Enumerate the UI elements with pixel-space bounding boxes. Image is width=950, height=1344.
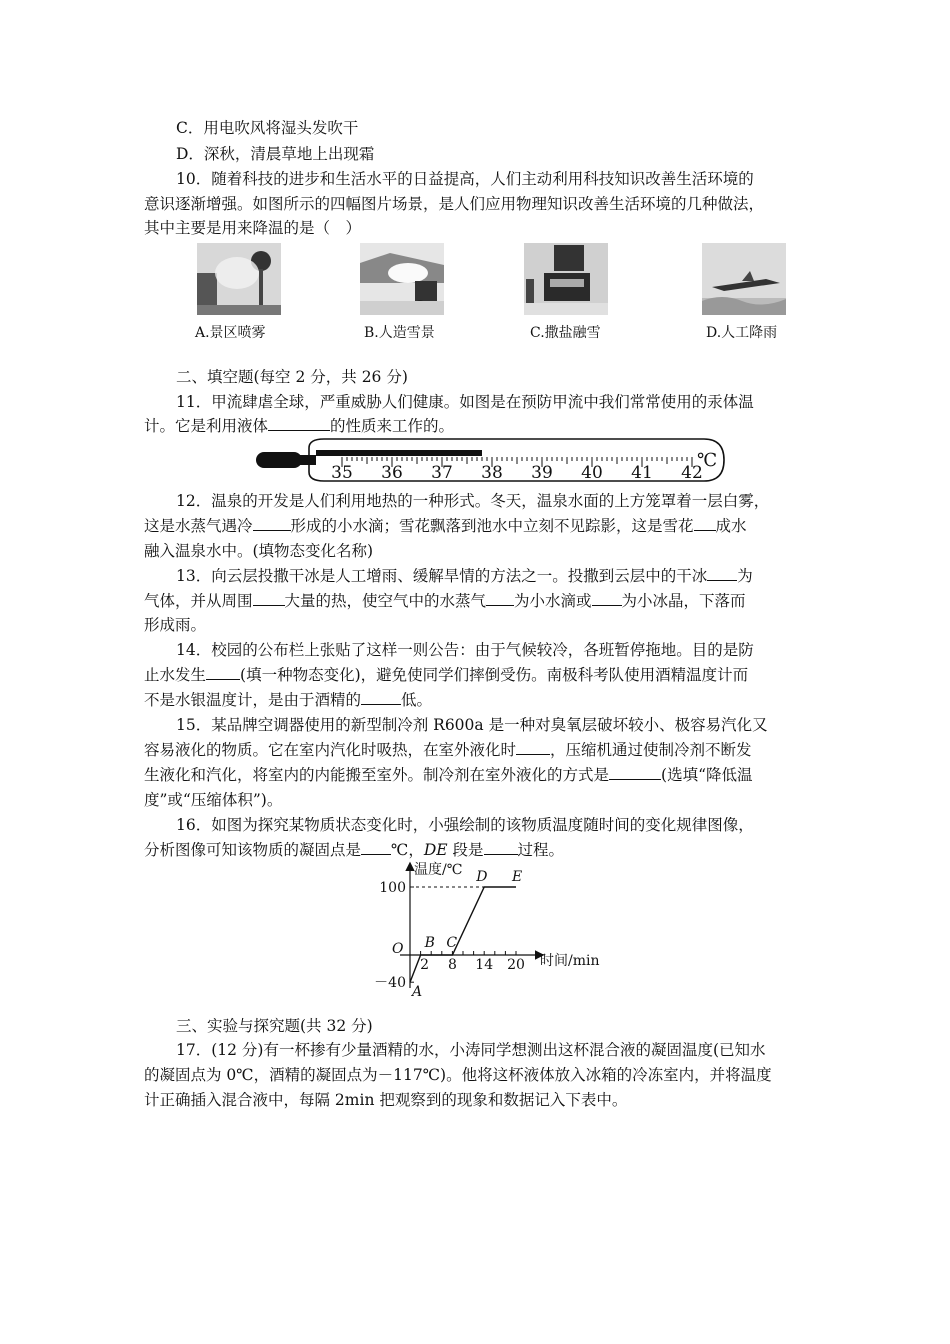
q17-line1: 17．(12 分)有一杯掺有少量酒精的水，小涛同学想测出这杯混合液的凝固温度(已知水 [176, 1041, 766, 1059]
caption-c: C.撒盐融雪 [530, 325, 601, 341]
q13-text3: 气体，并从周围 [144, 592, 253, 610]
answer-blank [484, 839, 518, 855]
answer-blank [592, 590, 622, 606]
q14-text3: 不是水银温度计，是由于酒精的 [144, 691, 362, 709]
point-label-b: B [424, 935, 435, 951]
point-label-c: C [446, 935, 458, 951]
q16-line1: 16．如图为探究某物质状态变化时，小强绘制的该物质温度随时间的变化规律图像， [176, 816, 754, 834]
caption-b: B.人造雪景 [364, 325, 435, 341]
x-tick-labels [420, 957, 525, 973]
photo-artificial-snow [360, 243, 444, 315]
temperature-time-graph [370, 858, 620, 1001]
q10-line1: 10．随着科技的进步和生活水平的日益提高，人们主动利用科技知识改善生活环境的 [176, 170, 754, 188]
q13-text4: 大量的热，使空气中的水蒸气 [284, 592, 487, 610]
point-labels [410, 869, 522, 1000]
y-tick-label: －40 [374, 975, 406, 992]
origin-label: O [392, 941, 404, 957]
q13-line2 [144, 590, 746, 612]
answer-blank [694, 515, 716, 531]
q15-text4: (选填“降低温 [661, 766, 753, 784]
q11-line2 [144, 415, 454, 437]
q14-text4: 低。 [401, 691, 433, 709]
q12-line3: 融入温泉水中。(填物态变化名称) [144, 542, 374, 560]
q13-text1: 13．向云层投撒干冰是人工增雨、缓解旱情的方法之一。投撒到云层中的干冰 [176, 567, 708, 585]
q11-text1: 计。它是利用液体 [144, 417, 269, 435]
salt-scene-picture [524, 243, 608, 315]
snow-scene-picture [360, 243, 444, 315]
answer-blank [516, 739, 550, 755]
q15-text1: 容易液化的物质。它在室内汽化时吸热，在室外液化时 [144, 741, 517, 759]
q12-text1: 这是水蒸气遇冷 [144, 517, 253, 535]
q13-text2: 为 [737, 567, 753, 585]
caption-a: A.景区喷雾 [195, 325, 266, 341]
q14-line3 [144, 689, 432, 711]
q16-text4: 过程。 [517, 841, 565, 859]
spray-scene-picture [197, 243, 281, 315]
q11-line1: 11．甲流肆虐全球，严重威胁人们健康。如图是在预防甲流中我们常常使用的汞体温 [176, 393, 754, 411]
q14-line1: 14．校园的公布栏上张贴了这样一则公告：由于气候较冷，各班暂停拖地。目的是防 [176, 641, 754, 659]
q15-line3 [144, 764, 753, 786]
q13-text6: 为小冰晶，下落而 [621, 592, 746, 610]
q12-line1: 12．温泉的开发是人们利用地热的一种形式。冬天，温泉水面的上方笼罩着一层白雾， [176, 492, 770, 510]
answer-blank [253, 590, 285, 606]
y-tick-label: 100 [379, 880, 406, 896]
q14-text2: (填一种物态变化)，避免使同学们摔倒受伤。南极科考队使用酒精温度计而 [240, 666, 749, 684]
section-3-heading: 三、实验与探究题(共 32 分) [176, 1017, 373, 1035]
answer-blank [268, 415, 330, 431]
scale-label: 42 [681, 463, 703, 483]
option-c: C．用电吹风将湿头发吹干 [176, 119, 359, 137]
q15-line2 [144, 739, 752, 761]
rain-scene-picture [702, 243, 786, 315]
y-tick-labels [374, 880, 414, 991]
answer-blank [361, 839, 391, 855]
thermometer-figure [254, 436, 730, 484]
answer-blank [361, 689, 401, 705]
point-label-d: D [476, 869, 488, 885]
q17-line3: 计正确插入混合液中，每隔 2min 把观察到的现象和数据记入下表中。 [144, 1091, 628, 1109]
thermometer-stem [298, 455, 316, 465]
scale-label: 39 [531, 463, 553, 483]
q13-text5: 为小水滴或 [514, 592, 592, 610]
scale-label: 40 [581, 463, 603, 483]
x-tick-label: 8 [447, 957, 457, 973]
scale-label: 41 [631, 463, 653, 483]
answer-blank [206, 664, 240, 680]
answer-blank [707, 565, 737, 581]
q15-line4: 度”或“压缩体积”)。 [144, 791, 283, 809]
q15-line1: 15．某品牌空调器使用的新型制冷剂 R600a 是一种对臭氧层破坏较小、极容易汽化又 [176, 716, 768, 734]
thermometer-bulb [256, 452, 302, 468]
x-tick-label: 14 [475, 957, 494, 973]
section-2-heading: 二、填空题(每空 2 分，共 26 分) [176, 368, 408, 386]
mercury-column [316, 450, 482, 456]
photo-salt-snow-melt [524, 243, 608, 315]
answer-blank [253, 515, 291, 531]
option-d: D．深秋，清晨草地上出现霜 [176, 145, 375, 163]
q12-line2 [144, 515, 747, 537]
q11-text2: 的性质来工作的。 [330, 417, 455, 435]
scale-label: 35 [331, 463, 353, 483]
scale-label: 37 [431, 463, 453, 483]
caption-d: D.人工降雨 [706, 325, 778, 341]
q12-text2: 形成的小水滴；雪花飘落到池水中立刻不见踪影，这是雪花 [290, 517, 694, 535]
q15-text2: ，压缩机通过使制冷剂不断发 [550, 741, 752, 759]
x-axis-label: 时间/min [540, 953, 600, 969]
answer-blank [609, 764, 661, 780]
q16-text2: ℃， [391, 841, 424, 859]
photo-scenic-spray [197, 243, 281, 315]
q16-segment-de: DE [423, 841, 448, 859]
q10-line2: 意识逐渐增强。如图所示的四幅图片场景，是人们应用物理知识改善生活环境的几种做法， [144, 195, 765, 213]
thermometer-unit: ℃ [697, 450, 718, 471]
y-axis-label: 温度/℃ [414, 862, 463, 878]
point-label-a: A [412, 984, 423, 1001]
q17-line2: 的凝固点为 0℃，酒精的凝固点为－117℃)。他将这杯液体放入冰箱的冷冻室内，并将温度 [144, 1066, 772, 1084]
scale-label: 36 [381, 463, 403, 483]
q13-line1 [176, 565, 753, 587]
q10-line3: 其中主要是用来降温的是（ ） [144, 219, 362, 237]
q16-text3: 段是 [447, 841, 484, 859]
q12-text3: 成水 [715, 517, 747, 535]
point-label-e: E [512, 869, 523, 885]
photo-artificial-rain [702, 243, 786, 315]
scale-label: 38 [481, 463, 503, 483]
q14-text1: 止水发生 [144, 666, 207, 684]
x-tick-label: 2 [420, 957, 430, 973]
x-tick-label: 20 [507, 957, 525, 973]
q13-line3: 形成雨。 [144, 616, 207, 634]
q14-line2 [144, 664, 748, 686]
q16-text1: 分析图像可知该物质的凝固点是 [144, 841, 362, 859]
q15-text3: 生液化和汽化，将室内的内能搬至室外。制冷剂在室外液化的方式是 [144, 766, 610, 784]
answer-blank [486, 590, 514, 606]
